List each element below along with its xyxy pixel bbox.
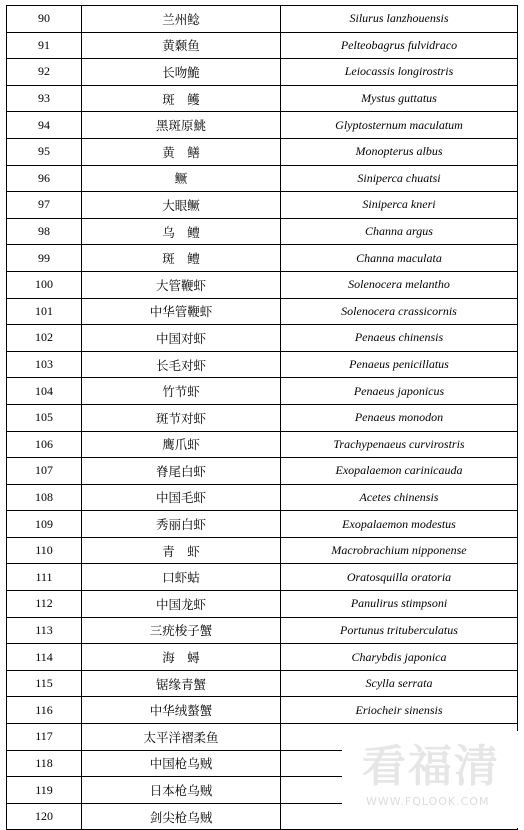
table-row [7, 670, 518, 697]
chinese-name: 中国龙虾 [82, 591, 281, 618]
row-number: 95 [7, 138, 82, 165]
table-row [7, 245, 518, 272]
chinese-name: 中华绒螯蟹 [82, 697, 281, 724]
row-number: 104 [7, 378, 82, 405]
table-row [7, 218, 518, 245]
chinese-name: 锯缘青蟹 [82, 670, 281, 697]
scientific-name: Eriocheir sinensis [281, 697, 518, 724]
table-row [7, 298, 518, 325]
table-row [7, 112, 518, 139]
chinese-name: 大眼鳜 [82, 192, 281, 219]
watermark [342, 731, 524, 828]
chinese-name: 斑 鳢 [82, 245, 281, 272]
chinese-name: 日本枪乌贼 [82, 777, 281, 804]
row-number: 98 [7, 218, 82, 245]
row-number: 109 [7, 511, 82, 538]
chinese-name: 秀丽白虾 [82, 511, 281, 538]
chinese-name: 剑尖枪乌贼 [82, 803, 281, 830]
scientific-name: Leiocassis longirostris [281, 59, 518, 86]
row-number: 108 [7, 484, 82, 511]
row-number: 97 [7, 192, 82, 219]
scientific-name: Pelteobagrus fulvidraco [281, 32, 518, 59]
scientific-name: Panulirus stimpsoni [281, 591, 518, 618]
chinese-name: 中国毛虾 [82, 484, 281, 511]
chinese-name: 长毛对虾 [82, 351, 281, 378]
chinese-name: 黄 鳝 [82, 138, 281, 165]
table-row [7, 697, 518, 724]
table-row [7, 85, 518, 112]
row-number: 119 [7, 777, 82, 804]
chinese-name: 青 虾 [82, 537, 281, 564]
table-row [7, 431, 518, 458]
table-row [7, 458, 518, 485]
scientific-name: Oratosquilla oratoria [281, 564, 518, 591]
row-number: 102 [7, 325, 82, 352]
scientific-name: Exopalaemon modestus [281, 511, 518, 538]
row-number: 92 [7, 59, 82, 86]
chinese-name: 长吻鮠 [82, 59, 281, 86]
row-number: 107 [7, 458, 82, 485]
chinese-name: 鳜 [82, 165, 281, 192]
row-number: 111 [7, 564, 82, 591]
row-number: 96 [7, 165, 82, 192]
chinese-name: 脊尾白虾 [82, 458, 281, 485]
chinese-name: 竹节虾 [82, 378, 281, 405]
scientific-name: Trachypenaeus curvirostris [281, 431, 518, 458]
scientific-name: Glyptosternum maculatum [281, 112, 518, 139]
table-row [7, 378, 518, 405]
scientific-name: Macrobrachium nipponense [281, 537, 518, 564]
table-row [7, 351, 518, 378]
scientific-name: Penaeus japonicus [281, 378, 518, 405]
table-row [7, 564, 518, 591]
scientific-name: Penaeus penicillatus [281, 351, 518, 378]
chinese-name: 兰州鲶 [82, 6, 281, 33]
row-number: 90 [7, 6, 82, 33]
table-row [7, 138, 518, 165]
row-number: 114 [7, 644, 82, 671]
table-row [7, 404, 518, 431]
chinese-name: 乌 鳢 [82, 218, 281, 245]
row-number: 103 [7, 351, 82, 378]
row-number: 116 [7, 697, 82, 724]
chinese-name: 中国枪乌贼 [82, 750, 281, 777]
scientific-name: Scylla serrata [281, 670, 518, 697]
species-table-body [7, 6, 518, 830]
table-row [7, 591, 518, 618]
table-row [7, 6, 518, 33]
chinese-name: 黑斑原鮡 [82, 112, 281, 139]
table-row [7, 484, 518, 511]
scientific-name: Charybdis japonica [281, 644, 518, 671]
scientific-name: Solenocera crassicornis [281, 298, 518, 325]
chinese-name: 口虾蛄 [82, 564, 281, 591]
table-row [7, 617, 518, 644]
table-row [7, 59, 518, 86]
table-row [7, 644, 518, 671]
scientific-name: Siniperca chuatsi [281, 165, 518, 192]
scientific-name: Monopterus albus [281, 138, 518, 165]
chinese-name: 海 蟳 [82, 644, 281, 671]
row-number: 118 [7, 750, 82, 777]
scientific-name: Acetes chinensis [281, 484, 518, 511]
chinese-name: 三疣梭子蟹 [82, 617, 281, 644]
row-number: 93 [7, 85, 82, 112]
table-row [7, 271, 518, 298]
scientific-name: Silurus lanzhouensis [281, 6, 518, 33]
scientific-name: Portunus trituberculatus [281, 617, 518, 644]
row-number: 106 [7, 431, 82, 458]
row-number: 100 [7, 271, 82, 298]
table-row [7, 165, 518, 192]
row-number: 115 [7, 670, 82, 697]
scientific-name: Solenocera melantho [281, 271, 518, 298]
chinese-name: 鹰爪虾 [82, 431, 281, 458]
row-number: 91 [7, 32, 82, 59]
table-row [7, 537, 518, 564]
chinese-name: 太平洋褶柔鱼 [82, 724, 281, 751]
row-number: 99 [7, 245, 82, 272]
row-number: 112 [7, 591, 82, 618]
row-number: 110 [7, 537, 82, 564]
chinese-name: 中国对虾 [82, 325, 281, 352]
scientific-name: Channa maculata [281, 245, 518, 272]
row-number: 101 [7, 298, 82, 325]
row-number: 113 [7, 617, 82, 644]
scientific-name: Siniperca kneri [281, 192, 518, 219]
table-row [7, 32, 518, 59]
scientific-name: Channa argus [281, 218, 518, 245]
scientific-name: Mystus guttatus [281, 85, 518, 112]
table-row [7, 192, 518, 219]
row-number: 105 [7, 404, 82, 431]
chinese-name: 斑节对虾 [82, 404, 281, 431]
scientific-name: Exopalaemon carinicauda [281, 458, 518, 485]
table-row [7, 325, 518, 352]
chinese-name: 黄颡鱼 [82, 32, 281, 59]
chinese-name: 中华管鞭虾 [82, 298, 281, 325]
row-number: 117 [7, 724, 82, 751]
watermark-url: WWW.FQLOOK.COM [366, 795, 490, 808]
watermark-logo: 看福清 [362, 741, 500, 792]
scientific-name: Penaeus monodon [281, 404, 518, 431]
scientific-name: Penaeus chinensis [281, 325, 518, 352]
species-table [6, 5, 518, 830]
row-number: 120 [7, 803, 82, 830]
row-number: 94 [7, 112, 82, 139]
chinese-name: 大管鞭虾 [82, 271, 281, 298]
table-row [7, 511, 518, 538]
chinese-name: 斑 鳠 [82, 85, 281, 112]
